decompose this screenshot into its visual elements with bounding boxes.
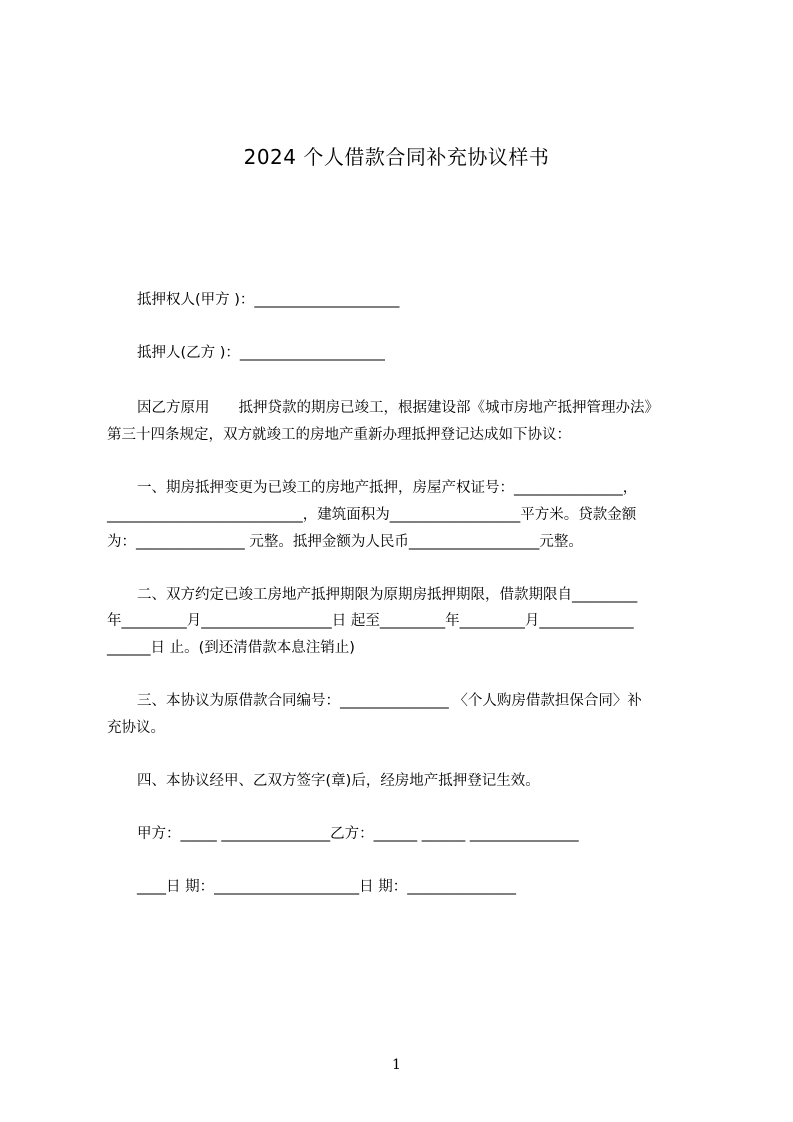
signature-line: 甲方：_____ _______________乙方：______ ______ _______________ xyxy=(137,826,579,842)
page-number: 1 xyxy=(392,1057,401,1073)
clause-2-line-1: 二、双方约定已竣工房地产抵押期限为原期房抵押期限，借款期限自_________ xyxy=(137,587,638,603)
clause-3-line-2: 充协议。 xyxy=(107,720,165,736)
clause-2-line-3: ______日 止。(到还清借款本息注销止) xyxy=(107,640,355,656)
clause-1-line-1: 一、期房抵押变更为已竣工的房地产抵押，房屋产权证号：_______________， xyxy=(137,480,638,496)
intro-line-1: 因乙方原用 抵押贷款的期房已竣工，根据建设部《城市房地产抵押管理办法》 xyxy=(137,400,659,416)
intro-line-2: 第三十四条规定，双方就竣工的房地产重新办理抵押登记达成如下协议： xyxy=(107,427,571,443)
clause-2-line-2: 年_________月__________________日 起至_________年_________月_____________ xyxy=(107,613,634,629)
mortgagee-line: 抵押权人(甲方 )：____________________ xyxy=(137,292,400,308)
clause-4-line: 四、本协议经甲、乙双方签字(章)后，经房地产抵押登记生效。 xyxy=(137,773,540,789)
document-title: 2024 个人借款合同补充协议样书 xyxy=(243,145,550,169)
mortgagor-line: 抵押人(乙方 )：____________________ xyxy=(137,345,385,361)
date-line: ____日 期：____________________日 期：_______________ xyxy=(137,879,516,895)
clause-3-line-1: 三、本协议为原借款合同编号：_______________ 〈个人购房借款担保合同〉补 xyxy=(137,693,642,709)
clause-1-line-3: 为：_______________ 元整。抵押金额为人民币__________________元整。 xyxy=(107,534,583,550)
clause-1-line-2: ___________________________，建筑面积为__________________平方米。贷款金额 xyxy=(107,507,637,523)
